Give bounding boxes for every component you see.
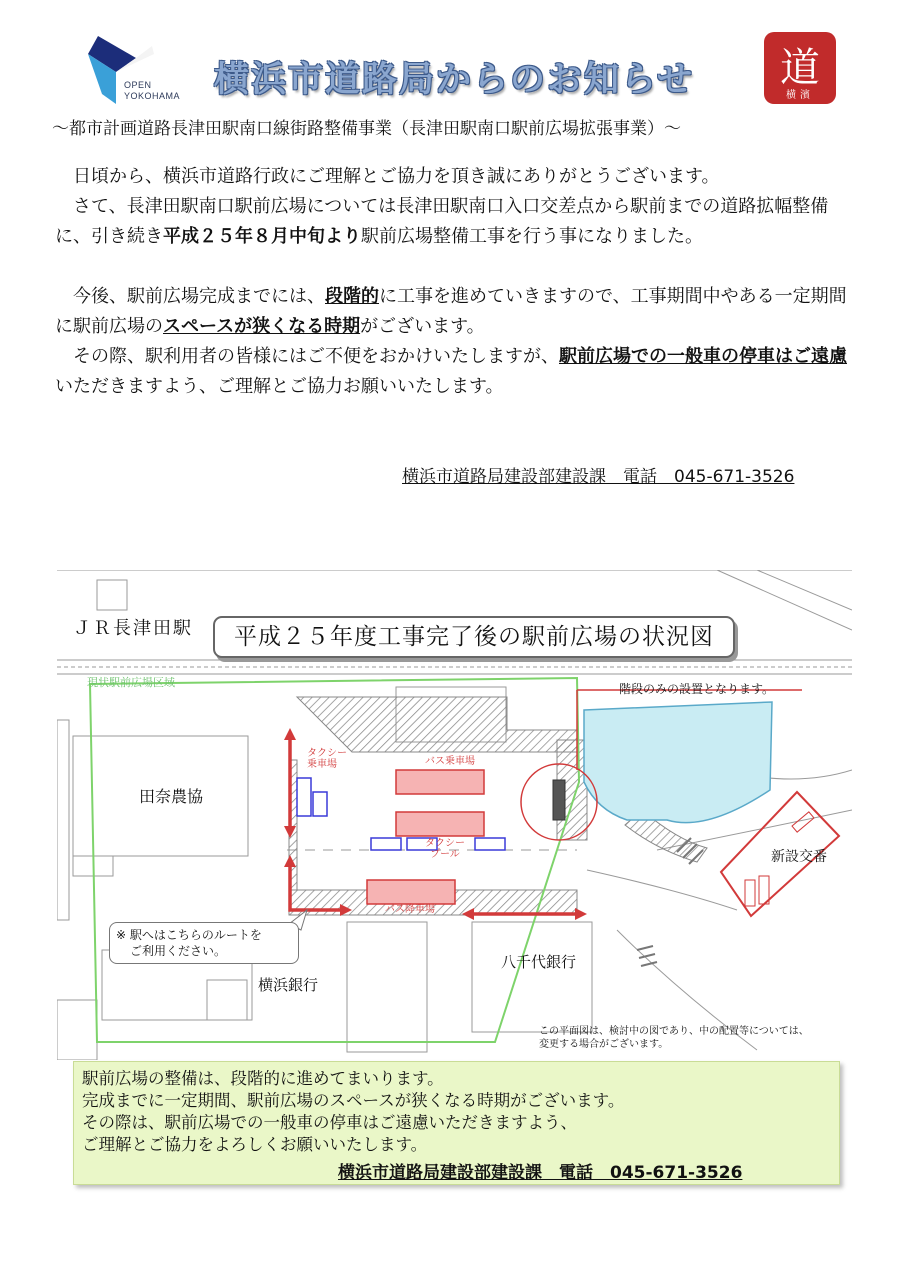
plan-disclaimer-line-2: 変更する場合がございます。 [539,1039,669,1050]
bus-alighting-label: バス降車場 [385,904,435,915]
taxi-pool-label-2: プール [430,849,460,860]
schedule-text-2: 駅前広場整備工事を行う事になりました。 [361,226,703,247]
notice-contact: 横浜市道路局建設部建設課 電話 045-671-3526 [338,1163,743,1183]
station-plaza-map [57,570,852,1060]
paragraph-staged-work [55,282,855,342]
taxi-stop-label-2: 乗車場 [307,759,337,770]
contact-info: 横浜市道路局建設部建設課 電話 045-671-3526 [402,467,795,487]
taxi-stop-label [307,748,347,770]
current-area-label: 現状駅前広場区域 [87,676,175,689]
yokohama-bank-label: 横浜銀行 [258,976,319,994]
road-bureau-logo [764,32,836,104]
paragraph-request [55,342,855,402]
bus-boarding-label: バス乗車場 [425,756,475,767]
taxi-stop-label-1: タクシー [307,748,347,759]
map-title: 平成２５年度工事完了後の駅前広場の状況図 [213,616,735,658]
tana-nokyo-label: 田奈農協 [139,787,204,806]
notice-line: その際は、駅前広場での一般車の停車はご遠慮いただきますよう、 [82,1113,577,1132]
logo-caption-yokohama: YOKOHAMA [124,91,181,101]
open-yokohama-logo [84,32,194,114]
route-callout-line-1: ※ 駅へはこちらのルートを [116,928,262,942]
staged-text-2: に工事を進めていきますので、工事期間中やある一定期間に駅前広場の [55,286,847,337]
paragraph-schedule [55,192,855,252]
request-text-2: いただきますよう、ご理解とご協力お願いいたします。 [55,376,504,397]
no-stopping-emphasis: 駅前広場での一般車の停車はご遠慮 [559,346,847,367]
request-text-1: その際、駅利用者の皆様にはご不便をおかけいたしますが、 [73,346,559,367]
greeting-text: 日頃から、横浜市道路行政にご理解とご協力を頂き誠にありがとうございます。 [73,166,720,187]
staged-text-3: がございます。 [360,316,485,337]
notice-line: ご理解とご協力をよろしくお願いいたします。 [82,1135,428,1154]
notice-box [73,1061,840,1185]
taxi-pool-label-1: タクシー [425,838,465,849]
taxi-pool-label [425,838,465,860]
logo-caption-open: OPEN [124,80,152,90]
yachiyo-bank-label: 八千代銀行 [501,953,577,971]
notice-line: 完成までに一定期間、駅前広場のスペースが狭くなる時期がございます。 [82,1091,625,1110]
narrow-space-emphasis: スペースが狭くなる時期 [163,316,361,337]
jr-station-label: ＪＲ長津田駅 [73,618,193,639]
notice-line: 駅前広場の整備は、段階的に進めてまいります。 [82,1069,444,1088]
plan-disclaimer-line-1: この平面図は、検討中の図であり、中の配置等については、 [539,1026,809,1037]
schedule-start-date: 平成２５年８月中旬より [163,226,361,247]
route-callout-line-2: ご利用ください。 [130,944,227,958]
staged-text-1: 今後、駅前広場完成までには、 [73,286,325,307]
route-callout [109,922,299,964]
logo-sub: 横濱 [786,90,814,101]
project-subtitle: ～都市計画道路長津田駅南口線街路整備事業（長津田駅南口駅前広場拡張事業）～ [52,119,681,139]
page-title: 横浜市道路局からのお知らせ [214,60,694,100]
new-koban-label: 新設交番 [771,849,827,865]
schedule-text-1: さて、長津田駅南口駅前広場については長津田駅南口入口交差点から駅前までの道路拡幅整備に、引き続き [55,196,829,247]
paragraph-greeting [55,162,855,192]
stairs-note: 階段のみの設置となります。 [619,682,775,696]
staged-emphasis: 段階的 [325,286,379,307]
plan-disclaimer [539,1025,809,1051]
logo-kanji: 道 [780,45,820,91]
